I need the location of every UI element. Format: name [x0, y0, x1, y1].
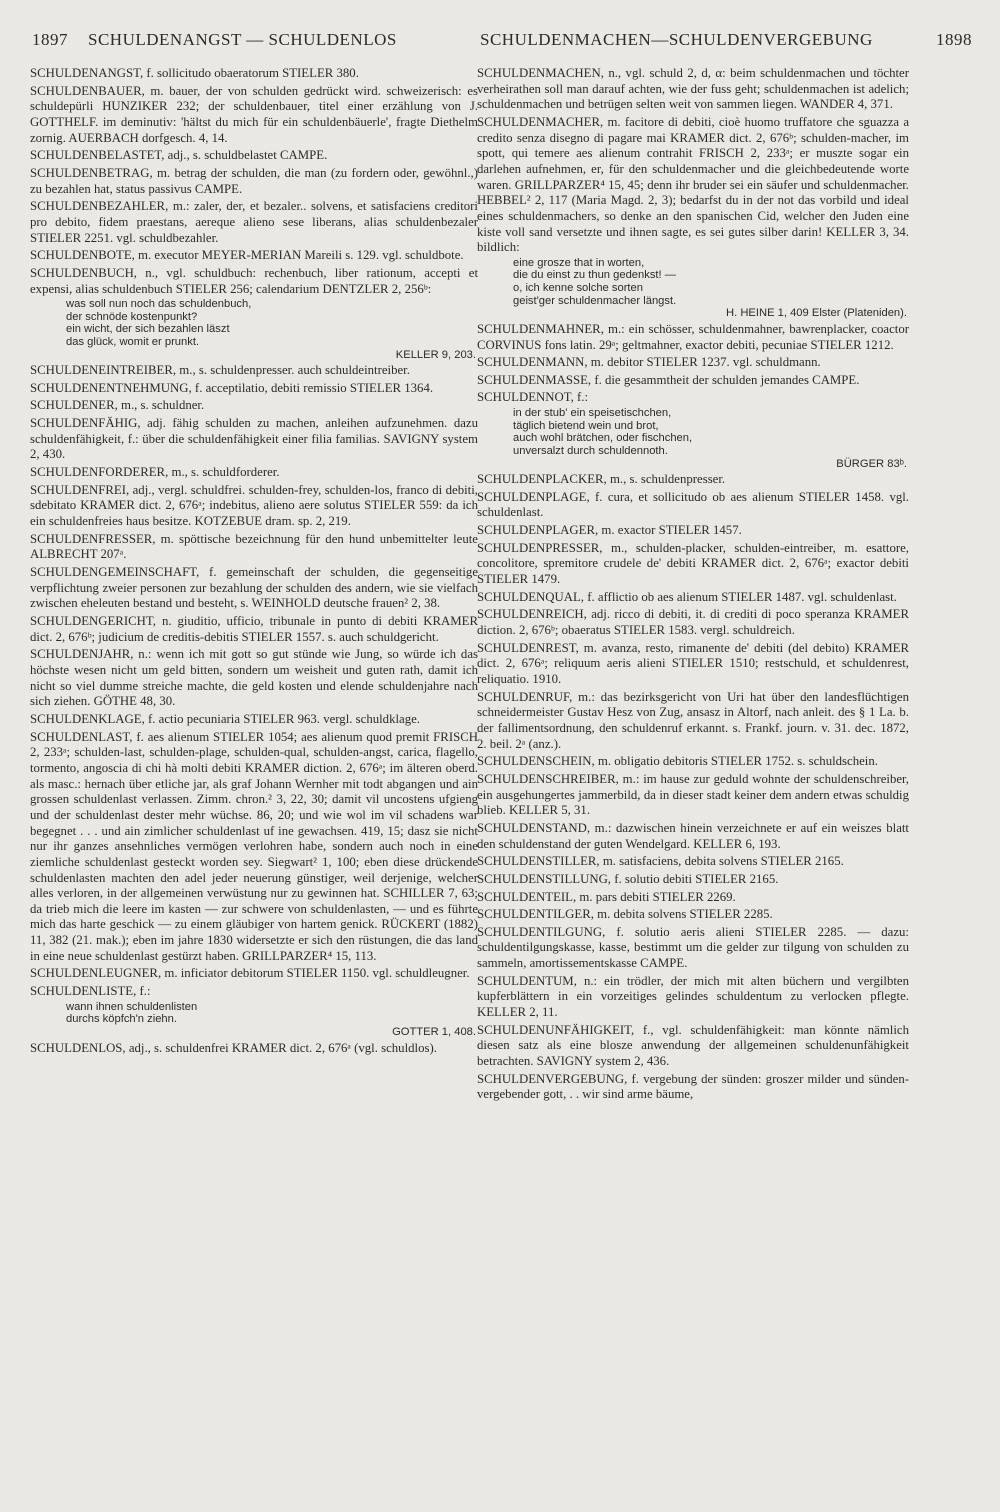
page-header: [32, 30, 972, 64]
dictionary-entry: SCHULDENFÄHIG, adj. fähig schulden zu machen, anleihen aufzunehmen. dazu schuldenfähigkeit, f.: über die schuldenfähigkeit einer filia familias. SAVIGNY system 2, 430.: [30, 416, 478, 462]
right-running-title: SCHULDENMACHEN—SCHULDENVERGEBUNG: [480, 30, 873, 49]
verse-quote: [66, 1001, 478, 1039]
dictionary-entry: SCHULDENPLAGER, m. exactor STIELER 1457.: [477, 523, 742, 538]
dictionary-entry: SCHULDENGEMEINSCHAFT, f. gemeinschaft der schulden, die gegenseitige verpflichtung zweier personen zur bezahlung der schulden des andern, wie sie vielfach zwischen eheleuten bestand und besteht, s. WEINHOLD deutsche frauen² 2, 38.: [30, 565, 478, 611]
dictionary-entry: SCHULDENMANN, m. debitor STIELER 1237. vgl. schuldmann.: [477, 355, 821, 370]
dictionary-entry: SCHULDENMACHER, m. facitore di debiti, cioè huomo truffatore che sguazza a credito senza disegno di pagare mai KRAMER dict. 2, 676ᵇ; schulden-macher, im spott, qui temere aes alienum contrahit FRISCH 2, 233ᵃ; er muszte sogar ein darlehen aufnehmen, er, für den schuldenmacher und die gleichbedeutende worte waren. GRILLPARZER⁴ 15, 45; denn ihr bruder sei ein säufer und schuldenmacher. HEBBEL² 2, 117 (Maria Magd. 2, 3); bedarfst du in der not das vorbild und ideal eines schuldenmachers, so denke an den spanischen Cid, welcher den Juden eine kiste voll sand versetzte und ihnen sagte, es sei gutes silber darin! KELLER 3, 34. bildlich:: [477, 114, 909, 255]
dictionary-entry: SCHULDENQUAL, f. afflictio ob aes alienum STIELER 1487. vgl. schuldenlast.: [477, 589, 897, 604]
dictionary-entry: SCHULDENKLAGE, f. actio pecuniaria STIELER 963. vergl. schuldklage.: [30, 711, 420, 726]
dictionary-entry: SCHULDENNOT, f.:: [477, 390, 589, 405]
dictionary-entry: SCHULDENER, m., s. schuldner.: [30, 398, 205, 413]
dictionary-entry: SCHULDENMACHEN, n., vgl. schuld 2, d, α: beim schuldenmachen und töchter verheirathen soll man darauf achten, wie der fuss geht; schuldenmachen ist adelich; schuldenmachen und betrügen selten weit von sammen liegen. WANDER 4, 371.: [477, 66, 909, 112]
dictionary-entry: SCHULDENMASSE, f. die gesammtheit der schulden jemandes CAMPE.: [477, 372, 860, 387]
quote-line: o, ich kenne solche sorten: [513, 282, 643, 295]
quote-line: ein wicht, der sich bezahlen läszt: [66, 323, 230, 336]
dictionary-entry: SCHULDENLOS, adj., s. schuldenfrei KRAMER dict. 2, 676ᵃ (vgl. schuldlos).: [30, 1040, 437, 1055]
quote-source: BÜRGER 83ᵇ.: [836, 457, 907, 470]
right-page-number: 1898: [936, 30, 972, 49]
dictionary-entry: SCHULDENFRESSER, m. spöttische bezeichnung für den hund unbemittelter leute ALBRECHT 207ᵃ.: [30, 531, 478, 562]
dictionary-entry: SCHULDENBOTE, m. executor MEYER-MERIAN Mareili s. 129. vgl. schuldbote.: [30, 248, 464, 263]
quote-line: in der stub' ein speisetischchen,: [513, 407, 672, 420]
dictionary-entry: SCHULDENBAUER, m. bauer, der von schulden gedrückt wird. schweizerisch: es schuldepürli HUNZIKER 232; der schuldenbauer, titel einer erzählung von J. GOTTHELF. im deminutiv: 'hältst du mich für ein schuldenbäuerle', fragte Diethelm zornig. AUERBACH dorfgesch. 4, 14.: [30, 83, 478, 145]
dictionary-entry: SCHULDENGERICHT, n. giuditio, ufficio, tribunale in punto di debiti KRAMER dict. 2, 676ᵇ; judicium de creditis-debitis STIELER 1557. s. auch schuldgericht.: [30, 614, 478, 644]
quote-line: der schnöde kostenpunkt?: [66, 310, 198, 323]
dictionary-entry: SCHULDENJAHR, n.: wenn ich mit gott so gut stünde wie Jung, so würde ich das höchste wesen nicht um geld bitten, sondern um weisheit und guten rath, damit ich nicht so viel dumme streiche machte, die geld kosten und elende schuldenjahre nach sich ziehen. GÖTHE 48, 30.: [30, 647, 478, 709]
quote-line: unversalzt durch schuldennoth.: [513, 444, 668, 457]
dictionary-entry: SCHULDENVERGEBUNG, f. vergebung der sünden: groszer milder und sünden-vergebender gott, . . wir sind arme bäume,: [477, 1071, 909, 1102]
dictionary-entry: SCHULDENEINTREIBER, m., s. schuldenpresser. auch schuldeintreiber.: [30, 363, 410, 378]
quote-line: durchs köpfch'n ziehn.: [66, 1013, 177, 1026]
dictionary-entry: SCHULDENBEZAHLER, m.: zaler, der, et bezaler.. solvens, et satisfaciens creditori pro debito, fidem praestans, aereque alieno sese liberans, alias schuldenbezaler STIELER 2251. vgl. schuldbezahler.: [30, 199, 478, 245]
dictionary-entry: SCHULDENSCHREIBER, m.: im hause zur geduld wohnte der schuldenschreiber, ein ausgehungertes jammerbild, da in dieser stadt keiner dem andern etwas schuldig blieb. KELLER 5, 31.: [477, 771, 909, 818]
quote-line: geist'ger schuldenmacher längst.: [513, 294, 677, 307]
dictionary-entry: SCHULDENTEIL, m. pars debiti STIELER 2269.: [477, 889, 736, 904]
dictionary-entry: SCHULDENSTILLER, m. satisfaciens, debita solvens STIELER 2165.: [477, 854, 844, 869]
dictionary-entry: SCHULDENENTNEHMUNG, f. acceptilatio, debiti remissio STIELER 1364.: [30, 380, 434, 395]
quote-line: eine grosze that in worten,: [513, 256, 645, 269]
dictionary-entry: SCHULDENSTILLUNG, f. solutio debiti STIELER 2165.: [477, 871, 779, 886]
verse-quote: [66, 298, 478, 361]
dictionary-entry: SCHULDENBETRAG, m. betrag der schulden, die man (zu fordern oder, gewöhnl.,) zu bezahlen hat, status passivus CAMPE.: [30, 165, 478, 196]
verse-quote: [513, 407, 909, 470]
quote-line: wann ihnen schuldenlisten: [66, 1000, 198, 1013]
dictionary-entry: SCHULDENMAHNER, m.: ein schösser, schuldenmahner, bawrenplacker, coactor CORVINUS fons latin. 29ᵃ; geltmahner, exactor debiti, pecuniae STIELER 1212.: [477, 321, 909, 352]
quote-source: GOTTER 1, 408.: [392, 1025, 476, 1038]
dictionary-entry: SCHULDENTILGUNG, f. solutio aeris alieni STIELER 2285. — dazu: schuldentilgungskasse, kasse, bestimmt um die gelder zur tilgung von schulden zu sammeln, amortissementskasse CAMPE.: [477, 924, 909, 971]
dictionary-entry: SCHULDENUNFÄHIGKEIT, f., vgl. schuldenfähigkeit: man könnte nämlich diesen satz als eine blosze anwendung der allgemeinen schuldenunfähigkeit betrachten. SAVIGNY system 2, 436.: [477, 1022, 909, 1069]
dictionary-entry: SCHULDENPLAGE, f. cura, et sollicitudo ob aes alienum STIELER 1458. vgl. schuldenlast.: [477, 489, 909, 520]
dictionary-entry: SCHULDENTUM, n.: ein trödler, der mich mit alten büchern und vergilbten kupferblättern in ein vorzeitiges gelindes schuldentum zu verlocken pflegte. KELLER 2, 11.: [477, 973, 909, 1020]
left-running-title: SCHULDENANGST — SCHULDENLOS: [88, 30, 397, 49]
right-column: [477, 66, 909, 1496]
quote-line: das glück, womit er prunkt.: [66, 335, 200, 348]
dictionary-entry: SCHULDENANGST, f. sollicitudo obaeratorum STIELER 380.: [30, 66, 359, 80]
quote-line: täglich bietend wein und brot,: [513, 419, 659, 432]
dictionary-entry: SCHULDENPLACKER, m., s. schuldenpresser.: [477, 472, 726, 487]
quote-source: KELLER 9, 203.: [395, 348, 476, 361]
quote-source: H. HEINE 1, 409 Elster (Plateniden).: [726, 307, 907, 320]
dictionary-entry: SCHULDENFREI, adj., vergl. schuldfrei. schulden-frey, schulden-los, franco di debiti, sdebitato KRAMER dict. 2, 676ᵃ; indebitus, alieno aere solutus STIELER 559: da ich ein schuldenfreies haus besitze. KOTZEBUE dram. sp. 2, 219.: [30, 482, 478, 529]
dictionary-entry: SCHULDENFORDERER, m., s. schuldforderer.: [30, 465, 280, 480]
dictionary-entry: SCHULDENSCHEIN, m. obligatio debitoris STIELER 1752. s. schuldschein.: [477, 754, 878, 769]
dictionary-entry: SCHULDENPRESSER, m., schulden-placker, schulden-eintreiber, m. esattore, concolitore, spremitore crudele de' debiti KRAMER dict. 2, 676ᵃ; exactor debiti STIELER 1479.: [477, 540, 909, 587]
left-page-number: 1897: [32, 30, 68, 49]
dictionary-entry: SCHULDENBUCH, n., vgl. schuldbuch: rechenbuch, liber rationum, accepti et expensi, alias schuldenbuch STIELER 256; calendarium DENTZLER 2, 256ᵇ:: [30, 265, 478, 296]
verse-quote: [513, 257, 909, 320]
dictionary-entry: SCHULDENLISTE, f.:: [30, 984, 151, 999]
quote-line: die du einst zu thun gedenkst! —: [513, 269, 676, 282]
dictionary-entry: SCHULDENLEUGNER, m. inficiator debitorum STIELER 1150. vgl. schuldleugner.: [30, 966, 470, 981]
dictionary-entry: SCHULDENLAST, f. aes alienum STIELER 1054; aes alienum quod premit FRISCH 2, 233ᵃ; schulden-last, schulden-plage, schulden-qual, schulden-angst, carica, flagello, tormento, angoscia di chi hà molti debiti KRAMER diction. 2, 676ᵃ; im älteren oberd. als masc.: hernach über etliche jar, als graf Johann Wernher mit todt abgangen und ain grossen schuldenlast verlassen. Zimm. chron.² 3, 22, 30; damit vil uncostens ufgieng und der schuldenlast dester mehr wüchse. 86, 20; und wie wol im vil schadens war begegnet . . . und ain zimlicher schuldenlast uf ine gewachsen. 419, 15; dasz sie nicht nur ihr ganzes ansehnliches vermögen verlohren habe, sondern auch noch in eine ziemliche schuldenlast gesteckt worden sey. Siegwart² 1, 100; eben diese drückende schuldenlasten machten den adel jeder neuerung günstiger, weil derjenige, welcher alles verloren, in der allgemeinen verwüstung nur zu gewinnen hat. SCHILLER 7, 63; da trieb mich die leere im kasten — zur schwere von schuldenlasten, — und es führte mich das harte geschick — zu einem gläubiger von hartem genick. RÜCKERT (1882) 11, 382 (21. mak.); eben im jahre 1830 widersetzte er sich den rüstungen, die das land in eine neue schuldenlast gestürzt haben. GRILLPARZER⁴ 15, 113.: [30, 729, 478, 963]
quote-line: auch wohl brätchen, oder fischchen,: [513, 432, 693, 445]
dictionary-entry: SCHULDENREICH, adj. ricco di debiti, it. di crediti di poco speranza KRAMER diction. 2, 676ᵇ; obaeratus STIELER 1583. vergl. schuldreich.: [477, 607, 909, 637]
quote-line: was soll nun noch das schuldenbuch,: [66, 298, 252, 311]
dictionary-entry: SCHULDENREST, m. avanza, resto, rimanente de' debiti (del debito) KRAMER dict. 2, 676ᵃ; reliquum aeris alieni STIELER 1510; restschuld, et schuldenrest, reliquatio. 1910.: [477, 640, 909, 686]
left-column: [30, 66, 478, 1496]
dictionary-entry: SCHULDENRUF, m.: das bezirksgericht von Uri hat über den landesflüchtigen schneidermeister Gustav Hesz von Zug, ansasz in Altorf, nach anleit. des § 1 La. b. der fallimentsordnung, den schuldenruf erkannt. s. Frankf. journ. v. 31. dec. 1872, 2. beil. 2ᵃ (anz.).: [477, 689, 909, 751]
dictionary-entry: SCHULDENBELASTET, adj., s. schuldbelastet CAMPE.: [30, 148, 328, 163]
dictionary-entry: SCHULDENSTAND, m.: dazwischen hinein verzeichnete er auf ein weiszes blatt den schuldenstand der guten Wendelgard. KELLER 6, 193.: [477, 820, 909, 851]
dictionary-entry: SCHULDENTILGER, m. debita solvens STIELER 2285.: [477, 907, 773, 922]
